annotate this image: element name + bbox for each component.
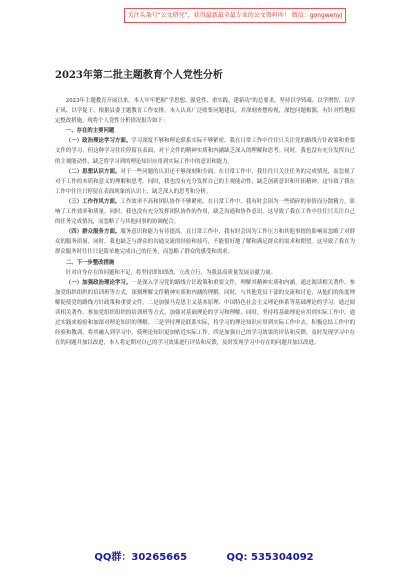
intro-paragraph: 2023年主题教育开展以来，本人牢牢把握“学思想、强党性、重实践、建新功”的总要求，坚持以学铸魂、以学增智、以学正风、以学促干，根据县委主题教育工作安排，本人认真广泛收集问题建议，并深刻查摆检视，深挖问题根源，有针对性地拟定整改措施。现将个人党性分析情况报告如下：: [55, 98, 355, 125]
paragraph-measures-intro: 针对自身存在的问题和不足，将坚持即知即改、立改立行，为我县高质量发展贡献力量。: [65, 269, 277, 276]
document-title: 2023年第二批主题教育个人党性分析: [55, 70, 223, 81]
qq-text: QQ: 535304092: [226, 552, 314, 563]
paragraph-strengthen-study: （一）加强政治理论学习。一是深入学习党的路线方针政策和重要文件，理解其精神实质和内涵。通过阅读相关著作、参加党组织组织的培训班等方式，深刻理解文件精神实质和内涵的理解。同时，与其他党员干部的交流和讨论，从他们的角度理解促使党的路线方针政策和重要文件。二是加强马克思主义基本原理、中国特色社会主义理论体系等基础理论的学习。通过阅读相关著作、参加党组织组织的培训班等方式，加强对基础理论的学习和理解。同时，坚持将基础理论应用到实际工作中，通过实践来检验和加深对理论知识的理解。三是坚持理论联系实际，将学习的理论知识应用到实际工作中去，积极总结工作中的经验和教训，将其融入到学习中。使理论知识更加贴近实际工作。四是加强自己的学习效果的评估和反馈，及时发现学习中存在的问题并加以改进，本人将定期对自己的学习效果进行评估和反馈，及时发现学习中存在的问题并加以改进。: [55, 279, 355, 347]
paragraph-mass-service: （四）群众服务方面。服务意识和能力有待提高。在日常工作中，我有时会因为工作压力和其他事情的影响而忽略了对群众的服务质量。同时，我也缺乏与群众的沟通交流的经验和技巧，不能很好地了解和满足群众的需求和期望。这导致了我在为群众服务时往往只是简单地完成自己的任务，而忽略了群众的感受和需求。: [55, 229, 355, 256]
paragraph-work-style: （三）工作作风方面。工作效率不高和团队协作不够紧密。在日常工作中，我有时会因为一些琐碎的事情而分散精力，影响了工作效率和质量。同时，我也没有充分发挥团队协作的作用，缺乏沟通和协作意识。这导致了我在工作中往往只关注自己的任务完成情况，而忽略了与其他同事的协调配合。: [55, 198, 355, 226]
subheading: （一）加强政治理论学习。: [65, 279, 132, 286]
qq-group-text: QQ群：30265665: [94, 552, 188, 563]
document-body: [55, 96, 355, 348]
subheading: （四）群众服务方面。: [65, 229, 121, 236]
section-heading-measures: 二、下一步整改措施: [65, 259, 115, 266]
paragraph-thinking: （二）思想认识方面。对于一些问题的认识还不够深刻和全面。在日常工作中，我往往只关注任务的完成情况，而忽视了对于工作的本质和意义的理解和思考。同时，我也没有充分发挥自己的主观能动性，缺乏创新意识和开拓精神。这导致了我在工作中往往只停留在表面现象的认识上，缺乏深入的思考和分析。: [55, 168, 355, 195]
subheading: （一）政治理论学习方面。: [65, 138, 132, 145]
section-heading-problems: 一、存在的主要问题: [65, 128, 115, 135]
contact-footer: [0, 548, 408, 563]
paragraph-political-theory: （一）政治理论学习方面。学习深度不够和理论联系实际不够紧密。我在日常工作中往往只关注党的路线方针政策和重要文件的学习，但这种学习往往停留在表面，对于文件的精神实质和内涵缺乏深入的理解和思考。同时，我也没有充分发挥自己的主观能动性，缺乏将学习到的理论知识应用到实际工作中的意识和能力。: [55, 138, 355, 165]
promo-banner: 关注头条号“公文研究”，获得最新最全最专业的公文资料库！ 微信：gongwenyj: [124, 8, 346, 23]
subheading: （二）思想认识方面。: [65, 168, 121, 175]
subheading: （三）工作作风方面。: [65, 198, 121, 205]
